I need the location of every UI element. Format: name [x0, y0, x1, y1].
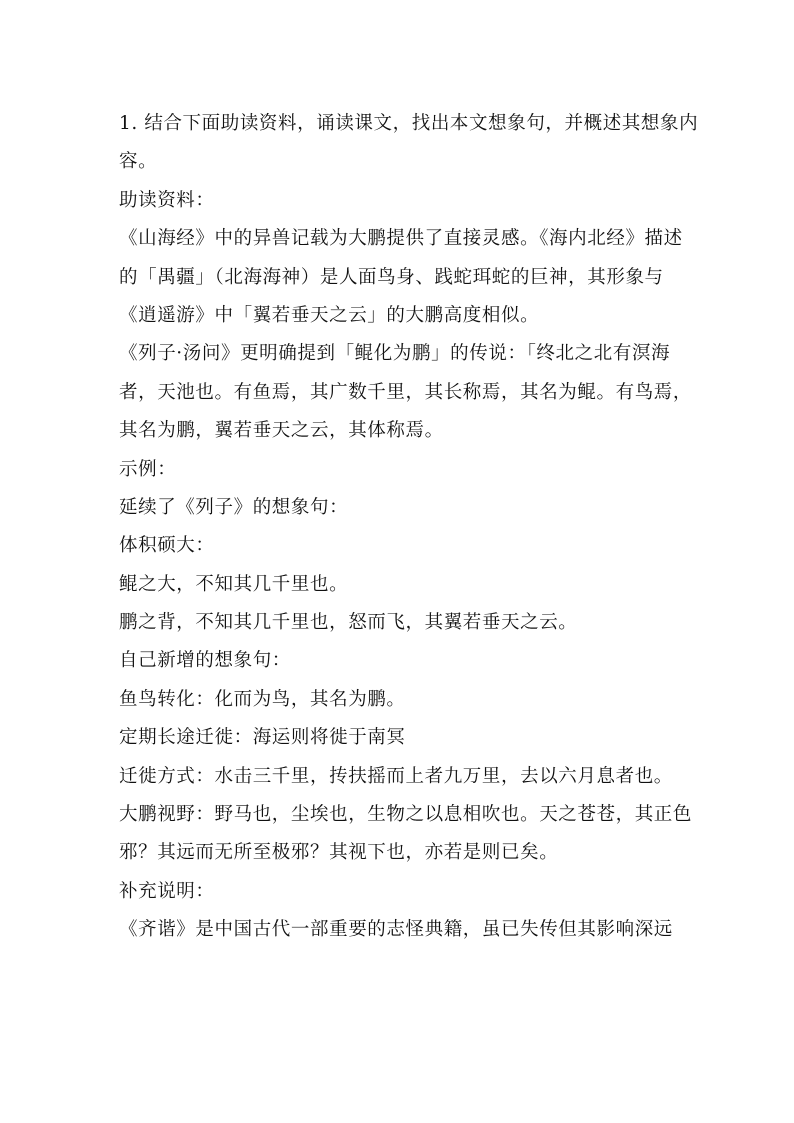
- new-sentences-heading: 自己新增的想象句：: [119, 650, 291, 672]
- migration-line: 定期长途迁徙：海运则将徙于南冥: [119, 727, 406, 749]
- migration-way-line: 迁徙方式：水击三千里，抟扶摇而上者九万里，去以六月息者也。: [119, 765, 673, 787]
- view-line-1: 大鹏视野：野马也，尘埃也，生物之以息相吹也。天之苍苍，其正色: [119, 804, 693, 826]
- reading-material-p1-line-1: 《山海经》中的异兽记载为大鹏提供了直接灵感。《海内北经》描述: [119, 228, 683, 250]
- reading-material-p2-line-2: 者，天池也。有鱼焉，其广数千里，其长称焉，其名为鲲。有鸟焉，: [119, 381, 693, 403]
- liezi-heading: 延续了《列子》的想象句：: [119, 496, 349, 518]
- view-line-2: 邪？其远而无所至极邪？其视下也，亦若是则已矣。: [119, 842, 559, 864]
- size-line-2: 鹏之背，不知其几千里也，怒而飞，其翼若垂天之云。: [119, 612, 578, 634]
- example-heading: 示例：: [119, 458, 177, 480]
- question-line-1: 1. 结合下面助读资料，诵读课文，找出本文想象句，并概述其想象内: [119, 113, 699, 134]
- supplement-heading: 补充说明：: [119, 880, 215, 902]
- size-line-1: 鲲之大，不知其几千里也。: [119, 573, 349, 595]
- reading-material-p2-line-1: 《列子·汤问》更明确提到「鲲化为鹏」的传说：「终北之北有溟海: [119, 343, 671, 365]
- transform-line: 鱼鸟转化：化而为鸟，其名为鹏。: [119, 688, 406, 710]
- size-heading: 体积硕大：: [119, 535, 215, 557]
- supplement-line-1: 《齐谐》是中国古代一部重要的志怪典籍，虽已失传但其影响深远: [119, 919, 673, 941]
- reading-material-p2-line-3: 其名为鹏，翼若垂天之云，其体称焉。: [119, 420, 444, 442]
- reading-material-p1-line-2: 的「禺疆」（北海海神）是人面鸟身、践蛇珥蛇的巨神，其形象与: [119, 266, 664, 288]
- reading-material-p1-line-3: 《逍遥游》中「翼若垂天之云」的大鹏高度相似。: [119, 304, 540, 326]
- document-body: [119, 105, 699, 950]
- question-line-2: 容。: [119, 151, 158, 173]
- reading-material-heading: 助读资料：: [119, 189, 215, 211]
